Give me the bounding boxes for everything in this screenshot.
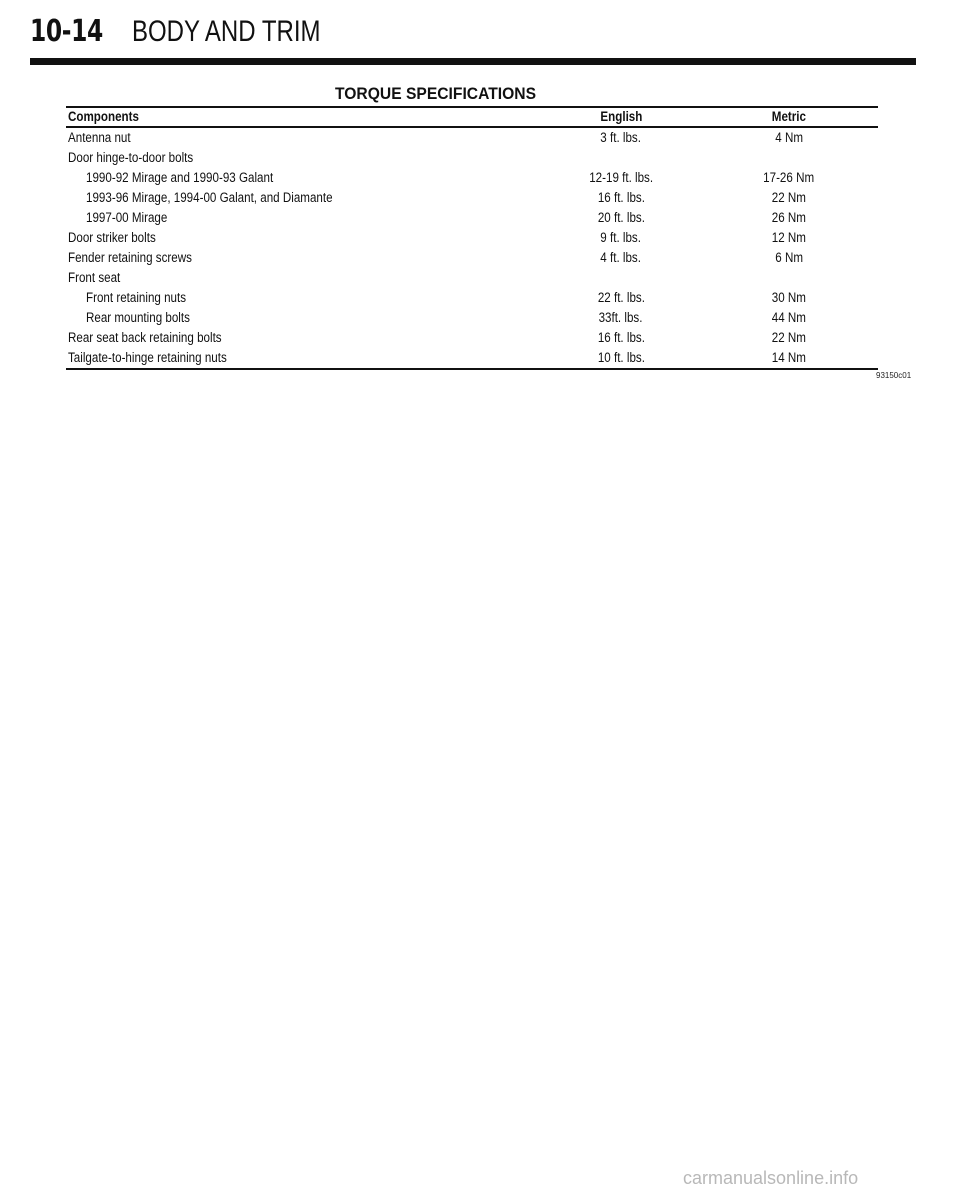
table-row bbox=[66, 248, 878, 268]
table-row bbox=[66, 168, 878, 188]
metric-value: 22 Nm bbox=[771, 190, 807, 205]
component-name: Front seat bbox=[68, 270, 121, 285]
component-name: Fender retaining screws bbox=[68, 250, 192, 265]
watermark: carmanualsonline.info bbox=[683, 1168, 859, 1188]
torque-spec-table bbox=[66, 106, 878, 370]
component-name: Rear seat back retaining bolts bbox=[68, 330, 222, 345]
table-bottom-rule bbox=[66, 368, 878, 370]
table-row bbox=[66, 188, 878, 208]
section-number: 10-14 bbox=[30, 14, 103, 49]
metric-value: 30 Nm bbox=[771, 290, 807, 305]
english-value: 10 ft. lbs. bbox=[597, 350, 645, 365]
page-header bbox=[30, 14, 368, 54]
table-row bbox=[66, 128, 878, 148]
component-name: 1990-92 Mirage and 1990-93 Galant bbox=[86, 170, 274, 185]
section-title: BODY AND TRIM bbox=[132, 15, 321, 48]
table-body bbox=[66, 128, 878, 368]
metric-value bbox=[734, 148, 844, 168]
figure-code: 93150c01 bbox=[876, 371, 912, 380]
english-value bbox=[556, 268, 686, 288]
component-name: Door hinge-to-door bolts bbox=[68, 150, 194, 165]
metric-value: 6 Nm bbox=[775, 250, 803, 265]
metric-value: 44 Nm bbox=[771, 310, 807, 325]
col-header-english: English bbox=[600, 109, 642, 124]
table-row bbox=[66, 348, 878, 368]
english-value: 9 ft. lbs. bbox=[600, 230, 642, 245]
component-name: 1997-00 Mirage bbox=[86, 210, 168, 225]
english-value: 22 ft. lbs. bbox=[597, 290, 645, 305]
component-name: Rear mounting bolts bbox=[86, 310, 190, 325]
english-value: 4 ft. lbs. bbox=[600, 250, 642, 265]
english-value: 20 ft. lbs. bbox=[597, 210, 645, 225]
metric-value: 22 Nm bbox=[771, 330, 807, 345]
metric-value: 17-26 Nm bbox=[763, 170, 815, 185]
component-name: Tailgate-to-hinge retaining nuts bbox=[68, 350, 227, 365]
col-header-metric: Metric bbox=[771, 109, 807, 124]
table-row bbox=[66, 228, 878, 248]
metric-value: 12 Nm bbox=[771, 230, 807, 245]
table-row bbox=[66, 208, 878, 228]
english-value: 33ft. lbs. bbox=[599, 310, 643, 325]
metric-value bbox=[734, 268, 844, 288]
component-name: 1993-96 Mirage, 1994-00 Galant, and Diamante bbox=[86, 190, 333, 205]
table-row bbox=[66, 328, 878, 348]
english-value: 16 ft. lbs. bbox=[597, 330, 645, 345]
component-name: Front retaining nuts bbox=[86, 290, 187, 305]
english-value: 12-19 ft. lbs. bbox=[589, 170, 653, 185]
table-row bbox=[66, 288, 878, 308]
table-title: TORQUE SPECIFICATIONS bbox=[335, 84, 537, 103]
header-rule bbox=[30, 58, 916, 65]
component-name: Antenna nut bbox=[68, 130, 131, 145]
table-row bbox=[66, 148, 878, 168]
english-value bbox=[556, 148, 686, 168]
component-name: Door striker bolts bbox=[68, 230, 156, 245]
metric-value: 26 Nm bbox=[771, 210, 807, 225]
english-value: 3 ft. lbs. bbox=[600, 130, 642, 145]
col-header-components: Components bbox=[68, 109, 139, 124]
metric-value: 14 Nm bbox=[771, 350, 807, 365]
table-row bbox=[66, 308, 878, 328]
english-value: 16 ft. lbs. bbox=[597, 190, 645, 205]
metric-value: 4 Nm bbox=[775, 130, 803, 145]
table-header-row bbox=[66, 108, 878, 126]
table-row bbox=[66, 268, 878, 288]
